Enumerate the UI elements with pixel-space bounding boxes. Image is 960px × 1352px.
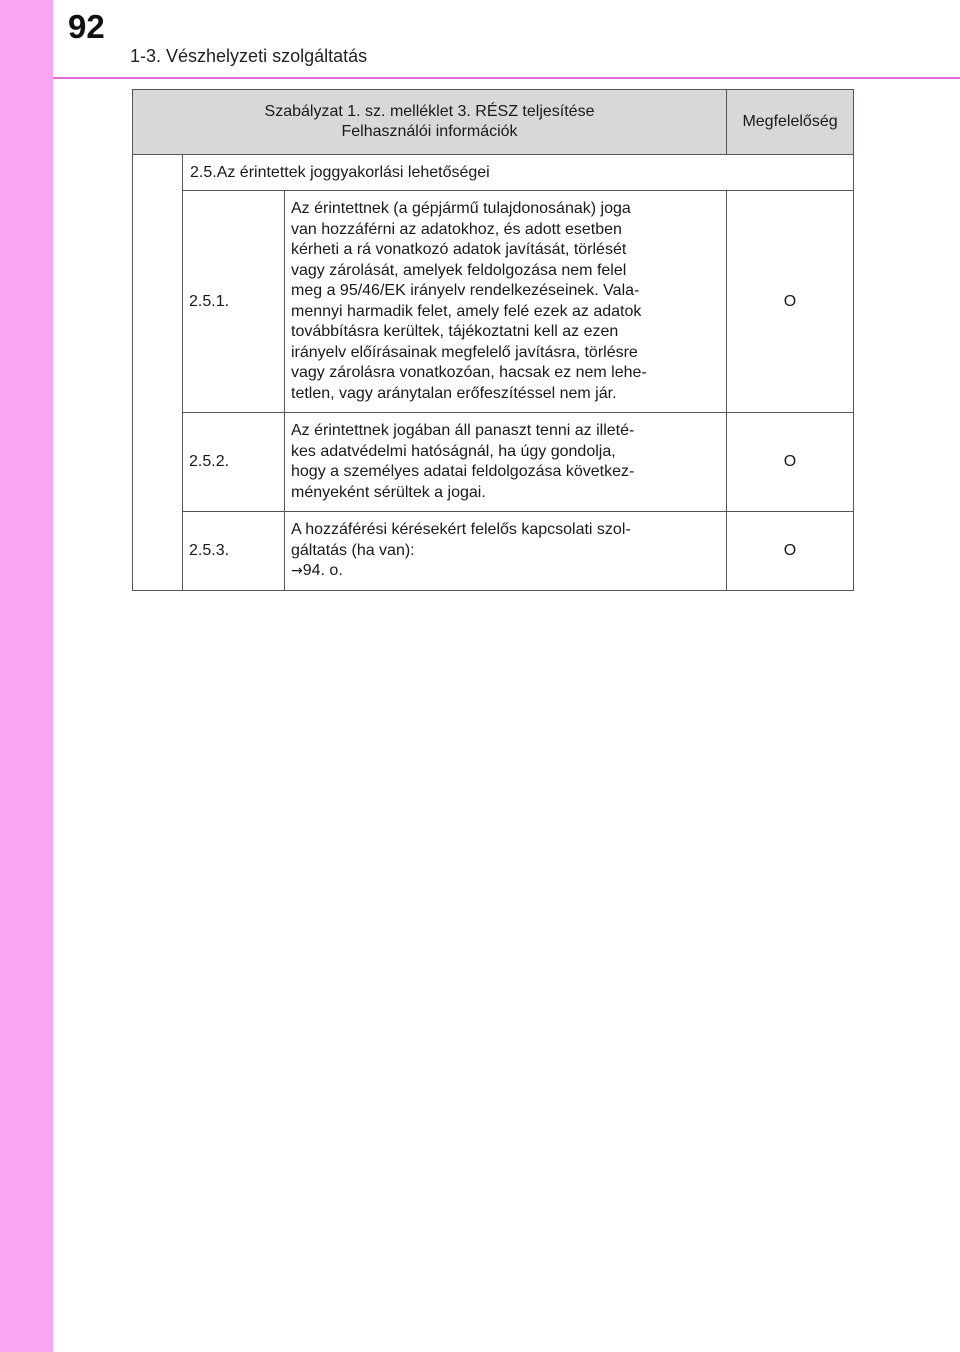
- section-title: 2.5.Az érintettek joggyakorlási lehetőségei: [183, 155, 854, 191]
- arrow-right-icon: →: [291, 563, 303, 579]
- chapter-title: 1-3. Vészhelyzeti szolgáltatás: [130, 46, 368, 66]
- indent-cell: [133, 155, 183, 591]
- text-line: Az érintettnek (a gépjármű tulajdonosának) joga: [291, 200, 631, 217]
- text-line: hogy a személyes adatai feldolgozása következ-: [291, 463, 635, 480]
- page-number: 92: [68, 8, 105, 45]
- table-row: [133, 191, 854, 413]
- compliance-mark: O: [727, 413, 854, 512]
- table-header-main: [133, 90, 727, 155]
- text-line: továbbításra kerültek, tájékoztatni kell az ezen: [291, 323, 619, 340]
- compliance-mark: O: [727, 191, 854, 413]
- row-text: [285, 191, 727, 413]
- text-line: van hozzáférni az adatokhoz, és adott esetben: [291, 220, 622, 238]
- compliance-mark: O: [727, 512, 854, 591]
- table-row: [133, 512, 854, 591]
- table-header-line2: Felhasználói információk: [341, 123, 518, 140]
- table-header-compliance: Megfelelőség: [727, 90, 854, 155]
- table-header-row: [133, 90, 854, 155]
- chapter-side-bar: [0, 0, 53, 1352]
- row-number: 2.5.2.: [183, 413, 285, 512]
- text-line: tetlen, vagy aránytalan erőfeszítéssel nem jár.: [291, 384, 617, 402]
- text-line: meg a 95/46/EK irányelv rendelkezéseinek. Vala-: [291, 282, 640, 299]
- text-line: gáltatás (ha van):: [291, 541, 415, 559]
- page-reference[interactable]: [291, 561, 714, 582]
- row-number: 2.5.1.: [183, 191, 285, 413]
- text-line: irányelv előírásainak megfelelő javításra, törlésre: [291, 343, 638, 361]
- row-text: [285, 512, 727, 591]
- text-line: kes adatvédelmi hatóságnál, ha úgy gondolja,: [291, 442, 616, 460]
- text-line: vagy zárolásra vonatkozóan, hacsak ez nem lehe-: [291, 364, 647, 381]
- page-reference-text: 94. o.: [302, 562, 343, 579]
- text-line: vagy zárolását, amelyek feldolgozása nem felel: [291, 261, 627, 279]
- compliance-table: [132, 89, 854, 591]
- text-line: Az érintettnek jogában áll panaszt tenni az illeté-: [291, 422, 635, 439]
- row-text: [285, 413, 727, 512]
- text-line: ményeként sérültek a jogai.: [291, 483, 486, 501]
- table-header-line1: Szabályzat 1. sz. melléklet 3. RÉSZ teljesítése: [264, 103, 595, 120]
- text-line: kérheti a rá vonatkozó adatok javítását, törlését: [291, 241, 627, 258]
- text-line: A hozzáférési kérésekért felelős kapcsolati szol-: [291, 521, 631, 538]
- table-row: [133, 413, 854, 512]
- header-rule: [53, 77, 960, 79]
- row-number: 2.5.3.: [183, 512, 285, 591]
- text-line: mennyi harmadik felet, amely felé ezek az adatok: [291, 302, 642, 320]
- section-row: [133, 155, 854, 191]
